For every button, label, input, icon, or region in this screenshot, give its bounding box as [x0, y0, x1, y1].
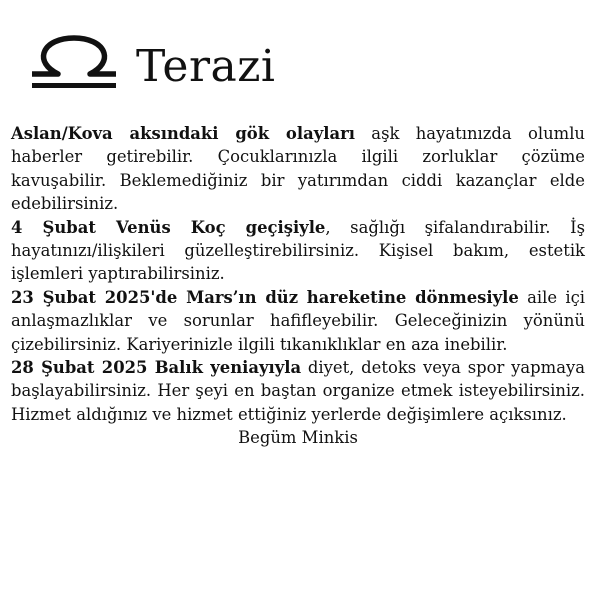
paragraph-1-text: aşk hayatınızda olumlu haberler getirebilir. Çocuklarınızla ilgili zorluklar çözüme kavuşabilir. Beklemediğiniz bir yatırımdan ciddi kazançlar elde edebilirsiniz.	[11, 124, 585, 214]
libra-icon	[26, 34, 122, 94]
paragraph-3	[11, 286, 585, 356]
paragraph-2	[11, 216, 585, 286]
author-signature: Begüm Minkis	[238, 428, 358, 448]
header	[26, 24, 276, 104]
paragraph-1-highlight: Aslan/Kova aksındaki gök olayları	[11, 124, 355, 143]
paragraph-3-text: aile içi anlaşmazlıklar ve sorunlar hafifleyebilir. Geleceğinizin yönünü çizebilirsiniz. Kariyerinizle ilgili tıkanıklıklar en aza inebilir.	[11, 287, 585, 354]
page-title: Terazi	[136, 40, 276, 92]
paragraph-2-text: , sağlığı şifalandırabilir. İş hayatınızı/ilişkileri güzelleştirebilirsiniz. Kişisel bakım, estetik işlemleri yaptırabilirsiniz.	[11, 217, 585, 284]
paragraph-4-text: diyet, detoks veya spor yapmaya başlayabilirsiniz. Her şeyi en baştan organize etmek isteyebilirsiniz. Hizmet aldığınız ve hizmet ettiğiniz yerlerde değişimlere açıksınız.	[11, 358, 586, 424]
horoscope-body	[11, 122, 585, 450]
paragraph-1	[11, 122, 585, 216]
paragraph-2-highlight: 4 Şubat Venüs Koç geçişiyle	[11, 217, 326, 237]
paragraph-3-highlight: 23 Şubat 2025'de Mars’ın düz hareketine dönmesiyle	[11, 287, 519, 307]
paragraph-4	[11, 356, 585, 426]
paragraph-4-highlight: 28 Şubat 2025 Balık yeniayıyla	[11, 358, 302, 378]
